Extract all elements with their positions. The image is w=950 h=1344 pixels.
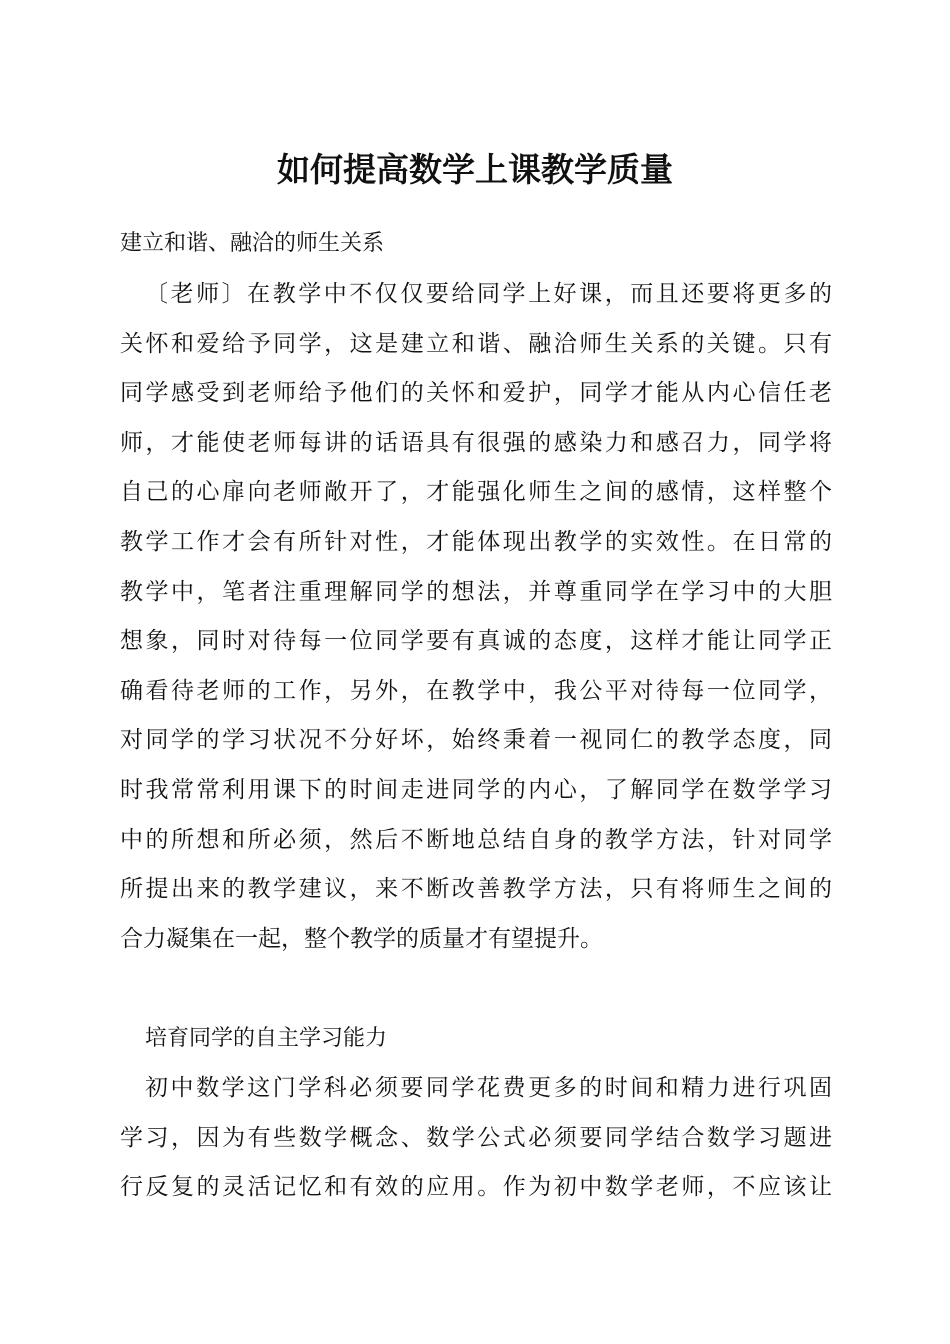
paragraph-line: 学习，因为有些数学概念、数学公式必须要同学结合数学习题进	[120, 1124, 832, 1151]
paragraph-line: 关怀和爱给予同学，这是建立和谐、融洽师生关系的关键。只有	[120, 330, 832, 357]
paragraph-teacher-student-relationship	[120, 270, 832, 964]
paragraph-line: 合力凝集在一起，整个教学的质量才有望提升。	[120, 925, 603, 952]
section-heading-self-learning-ability: 培育同学的自主学习能力	[145, 1026, 388, 1051]
paragraph-line: 师，才能使老师每讲的话语具有很强的感染力和感召力，同学将	[120, 429, 832, 456]
paragraph-line: 中的所想和所必须，然后不断地总结自身的教学方法，针对同学	[120, 826, 832, 853]
paragraph-line: 初中数学这门学科必须要同学花费更多的时间和精力进行巩固	[145, 1075, 832, 1101]
paragraph-line: 教学工作才会有所针对性，才能体现出教学的实效性。在日常的	[120, 528, 832, 555]
paragraph-line: 同学感受到老师给予他们的关怀和爱护，同学才能从内心信任老	[120, 380, 832, 407]
paragraph-line: 对同学的学习状况不分好坏，始终秉着一视同仁的教学态度，同	[120, 727, 832, 754]
section-heading-teacher-student-relationship: 建立和谐、融洽的师生关系	[120, 231, 385, 256]
paragraph-self-learning-ability	[120, 1064, 832, 1213]
paragraph-line: 行反复的灵活记忆和有效的应用。作为初中数学老师，不应该让	[120, 1174, 832, 1201]
paragraph-line: 〔老师〕在教学中不仅仅要给同学上好课，而且还要将更多的	[145, 281, 832, 307]
paragraph-line: 确看待老师的工作，另外，在教学中，我公平对待每一位同学，	[120, 677, 832, 704]
paragraph-line: 自己的心扉向老师敞开了，才能强化师生之间的感情，这样整个	[120, 479, 832, 506]
paragraph-line: 教学中，笔者注重理解同学的想法，并尊重同学在学习中的大胆	[120, 578, 832, 605]
paragraph-line: 时我常常利用课下的时间走进同学的内心，了解同学在数学学习	[120, 776, 832, 803]
paragraph-line: 想象，同时对待每一位同学要有真诚的态度，这样才能让同学正	[120, 628, 832, 655]
document-title: 如何提高数学上课教学质量	[277, 150, 673, 189]
paragraph-line: 所提出来的教学建议，来不断改善教学方法，只有将师生之间的	[120, 876, 832, 903]
